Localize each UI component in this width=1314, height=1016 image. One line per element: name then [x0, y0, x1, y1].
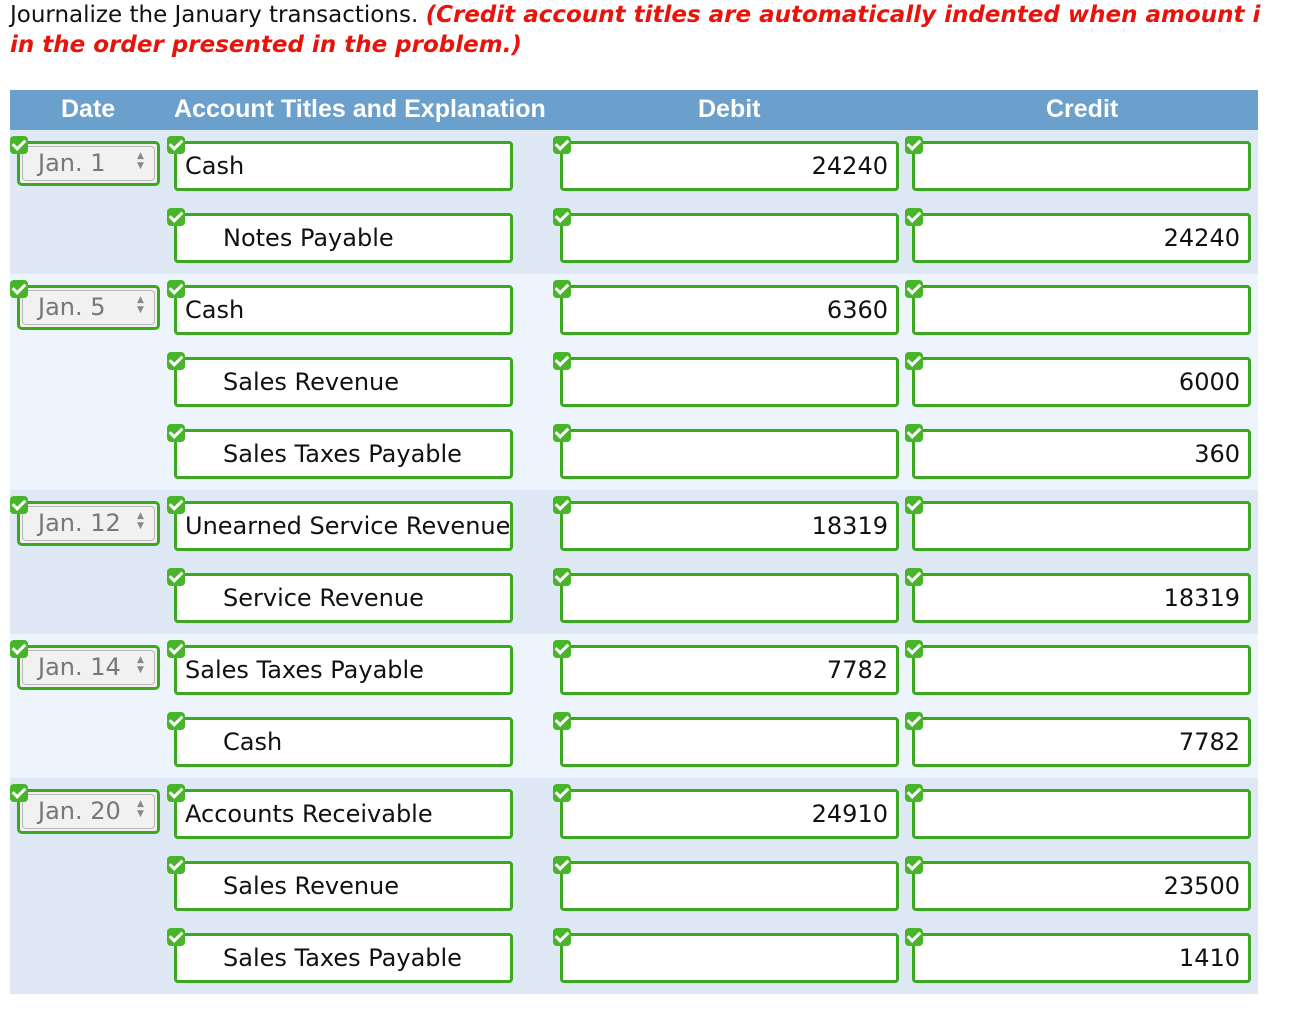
checkmark-icon: [905, 784, 923, 802]
debit-input[interactable]: [560, 933, 899, 983]
credit-input[interactable]: [912, 141, 1251, 191]
journal-row: [10, 130, 1258, 202]
checkmark-icon: [553, 928, 571, 946]
checkmark-icon: [905, 928, 923, 946]
credit-input[interactable]: 7782: [912, 717, 1251, 767]
journal-row: [10, 922, 1258, 994]
header-date: Date: [61, 95, 116, 123]
up-down-arrows-icon: ▲ ▼: [137, 511, 144, 531]
journal-row: [10, 850, 1258, 922]
checkmark-icon: [553, 496, 571, 514]
checkmark-icon: [553, 280, 571, 298]
date-value: Jan. 1: [22, 146, 155, 181]
checkmark-icon: [553, 352, 571, 370]
checkmark-icon: [10, 280, 28, 298]
credit-input[interactable]: 24240: [912, 213, 1251, 263]
debit-input[interactable]: [560, 213, 899, 263]
journal-row: [10, 346, 1258, 418]
checkmark-icon: [905, 856, 923, 874]
journal-entry: [10, 490, 1258, 634]
credit-input[interactable]: 6000: [912, 357, 1251, 407]
checkmark-icon: [167, 856, 185, 874]
header-debit: Debit: [698, 95, 761, 123]
account-title-input[interactable]: Sales Taxes Payable: [174, 933, 513, 983]
account-title-input[interactable]: Unearned Service Revenue: [174, 501, 513, 551]
checkmark-icon: [167, 712, 185, 730]
header-credit: Credit: [1046, 95, 1119, 123]
debit-input[interactable]: 6360: [560, 285, 899, 335]
header-account: Account Titles and Explanation: [174, 95, 546, 123]
checkmark-icon: [10, 784, 28, 802]
journal-row: [10, 562, 1258, 634]
up-down-arrows-icon: ▲ ▼: [137, 295, 144, 315]
checkmark-icon: [10, 640, 28, 658]
instructions: [10, 0, 1310, 60]
journal-entry: [10, 778, 1258, 994]
checkmark-icon: [553, 856, 571, 874]
debit-input[interactable]: [560, 573, 899, 623]
table-header: [10, 90, 1258, 130]
debit-input[interactable]: [560, 861, 899, 911]
checkmark-icon: [905, 136, 923, 154]
checkmark-icon: [167, 280, 185, 298]
debit-input[interactable]: [560, 717, 899, 767]
checkmark-icon: [905, 712, 923, 730]
credit-input[interactable]: [912, 285, 1251, 335]
journal-row: [10, 634, 1258, 706]
debit-input[interactable]: [560, 429, 899, 479]
account-title-input[interactable]: Service Revenue: [174, 573, 513, 623]
account-title-input[interactable]: Cash: [174, 717, 513, 767]
checkmark-icon: [905, 208, 923, 226]
checkmark-icon: [905, 640, 923, 658]
journal-row: [10, 418, 1258, 490]
credit-input[interactable]: 18319: [912, 573, 1251, 623]
checkmark-icon: [905, 568, 923, 586]
debit-input[interactable]: 7782: [560, 645, 899, 695]
journal-entry: [10, 130, 1258, 274]
account-title-input[interactable]: Cash: [174, 141, 513, 191]
checkmark-icon: [905, 352, 923, 370]
account-title-input[interactable]: Accounts Receivable: [174, 789, 513, 839]
checkmark-icon: [905, 424, 923, 442]
checkmark-icon: [905, 496, 923, 514]
checkmark-icon: [167, 928, 185, 946]
account-title-input[interactable]: Sales Taxes Payable: [174, 645, 513, 695]
credit-input[interactable]: 23500: [912, 861, 1251, 911]
checkmark-icon: [167, 136, 185, 154]
journal-entry: [10, 274, 1258, 490]
checkmark-icon: [905, 280, 923, 298]
credit-input[interactable]: [912, 501, 1251, 551]
checkmark-icon: [167, 352, 185, 370]
account-title-input[interactable]: Sales Revenue: [174, 357, 513, 407]
journal-entry: [10, 634, 1258, 778]
date-value: Jan. 5: [22, 290, 155, 325]
journal-row: [10, 202, 1258, 274]
checkmark-icon: [553, 712, 571, 730]
instructions-text: Journalize the January transactions.: [10, 2, 419, 28]
checkmark-icon: [167, 640, 185, 658]
debit-input[interactable]: 18319: [560, 501, 899, 551]
checkmark-icon: [10, 496, 28, 514]
journal-row: [10, 274, 1258, 346]
up-down-arrows-icon: ▲ ▼: [137, 655, 144, 675]
debit-input[interactable]: 24240: [560, 141, 899, 191]
checkmark-icon: [167, 496, 185, 514]
credit-input[interactable]: [912, 789, 1251, 839]
account-title-input[interactable]: Cash: [174, 285, 513, 335]
date-value: Jan. 12: [22, 506, 155, 541]
checkmark-icon: [553, 568, 571, 586]
date-value: Jan. 14: [22, 650, 155, 685]
journal-row: [10, 490, 1258, 562]
account-title-input[interactable]: Sales Revenue: [174, 861, 513, 911]
instructions-note-continued: in the order presented in the problem.): [10, 32, 522, 58]
checkmark-icon: [553, 424, 571, 442]
instructions-note: (Credit account titles are automatically indented when amount i: [425, 2, 1261, 28]
checkmark-icon: [167, 424, 185, 442]
checkmark-icon: [553, 136, 571, 154]
credit-input[interactable]: 360: [912, 429, 1251, 479]
checkmark-icon: [553, 640, 571, 658]
journal-row: [10, 706, 1258, 778]
debit-input[interactable]: [560, 357, 899, 407]
journal-row: [10, 778, 1258, 850]
checkmark-icon: [553, 784, 571, 802]
up-down-arrows-icon: ▲ ▼: [137, 151, 144, 171]
up-down-arrows-icon: ▲ ▼: [137, 799, 144, 819]
debit-input[interactable]: 24910: [560, 789, 899, 839]
checkmark-icon: [167, 784, 185, 802]
checkmark-icon: [167, 568, 185, 586]
checkmark-icon: [167, 208, 185, 226]
account-title-input[interactable]: Notes Payable: [174, 213, 513, 263]
credit-input[interactable]: [912, 645, 1251, 695]
checkmark-icon: [553, 208, 571, 226]
date-value: Jan. 20: [22, 794, 155, 829]
checkmark-icon: [10, 136, 28, 154]
account-title-input[interactable]: Sales Taxes Payable: [174, 429, 513, 479]
credit-input[interactable]: 1410: [912, 933, 1251, 983]
